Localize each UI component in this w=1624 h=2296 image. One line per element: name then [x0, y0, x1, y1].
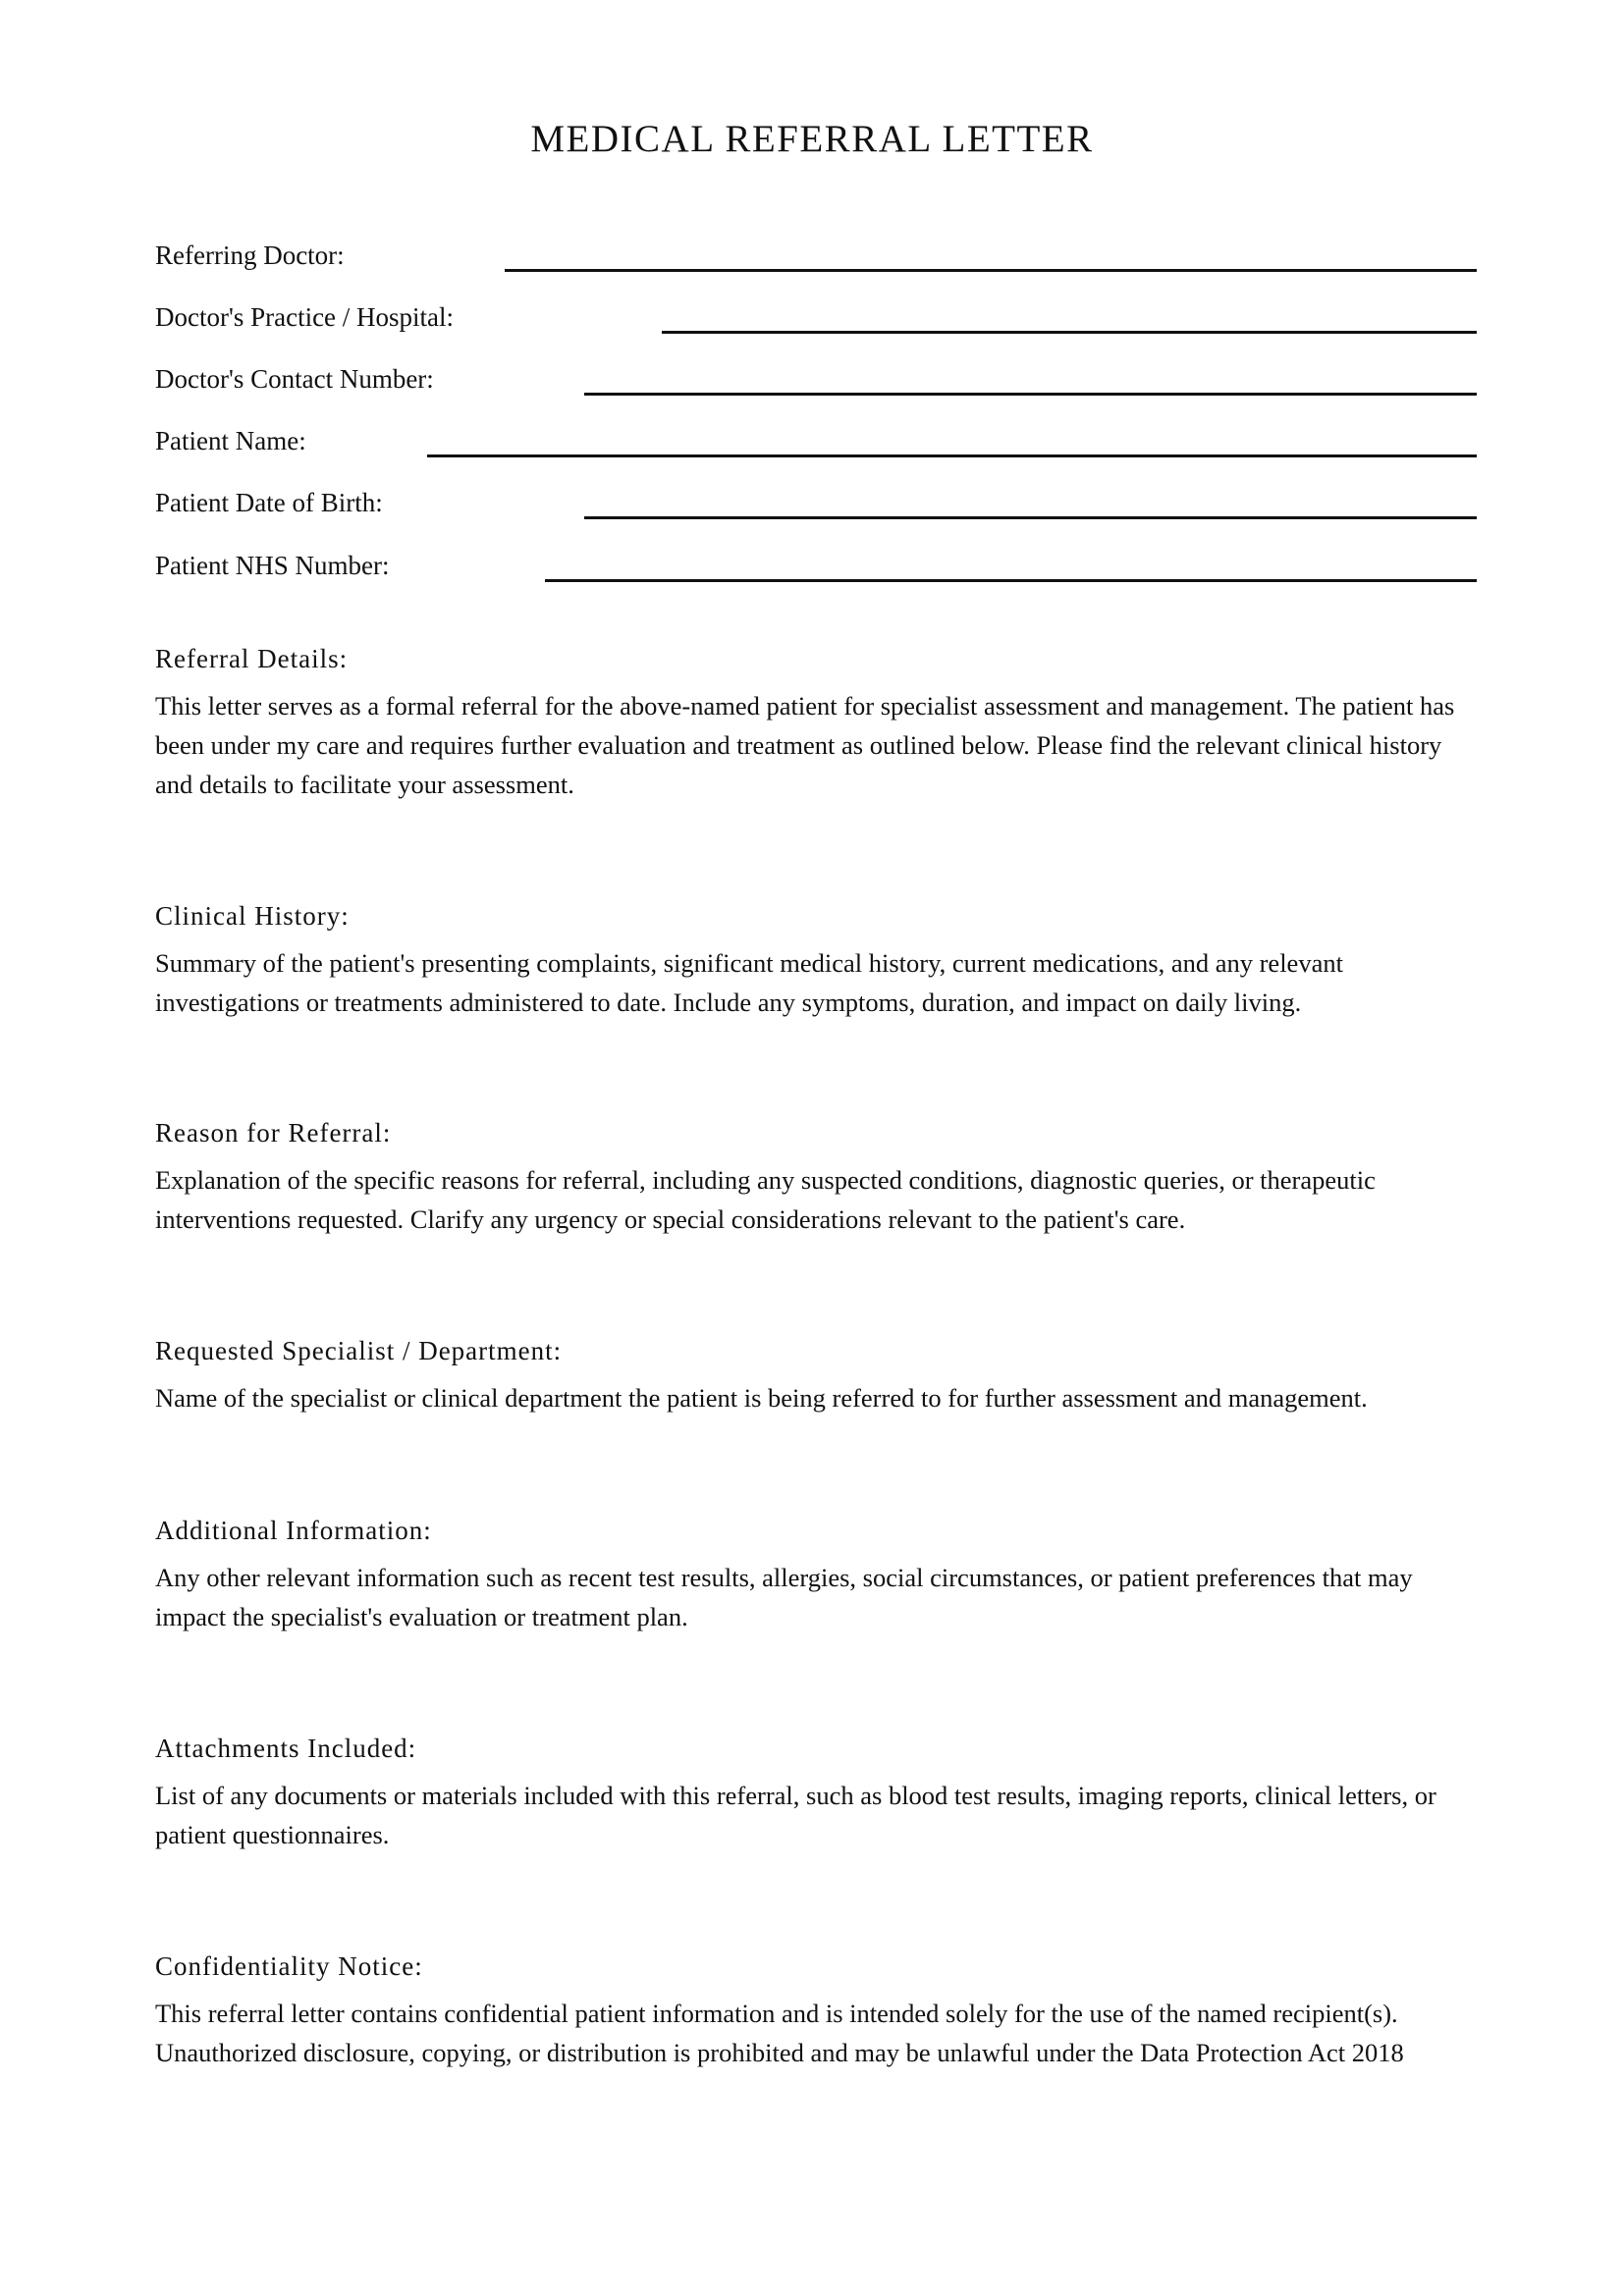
section-heading: Additional Information:: [155, 1516, 432, 1545]
section-confidentiality-notice: [155, 1947, 1481, 2072]
fill-in-line[interactable]: [662, 331, 1477, 334]
section-requested-specialist: [155, 1331, 1481, 1417]
field-patient-name: [155, 421, 1477, 468]
section-body: Summary of the patient's presenting complaints, significant medical history, current medications, and any relevant investigations or treatments administered to date. Include any symptoms, duration, and impact on daily living.: [155, 948, 1343, 1017]
section-referral-details: [155, 639, 1481, 804]
field-practice-hospital: [155, 297, 1477, 345]
fill-in-line[interactable]: [505, 269, 1477, 272]
fill-in-line[interactable]: [584, 393, 1477, 396]
section-body: This referral letter contains confidential patient information and is intended solely for the use of the named recipient(s). Unauthorized disclosure, copying, or distribution is prohibited and may be unlawful under the Data Protection Act 2018: [155, 1999, 1404, 2067]
section-attachments-included: [155, 1729, 1481, 1854]
field-patient-dob: [155, 483, 1477, 530]
field-referring-doctor: [155, 236, 1477, 283]
section-heading: Confidentiality Notice:: [155, 1951, 423, 1981]
field-label: Patient NHS Number:: [155, 551, 390, 580]
field-patient-nhs-number: [155, 546, 1477, 593]
field-label: Patient Name:: [155, 426, 306, 455]
fill-in-line[interactable]: [427, 454, 1477, 457]
section-heading: Clinical History:: [155, 901, 350, 931]
fill-in-line[interactable]: [545, 579, 1477, 582]
section-body: This letter serves as a formal referral for the above-named patient for specialist assessment and management. The patient has been under my care and requires further evaluation and treatment as outlined below. Please find the relevant clinical history and details to facilitate your assessment.: [155, 691, 1455, 799]
fill-in-line[interactable]: [584, 516, 1477, 519]
section-additional-information: [155, 1511, 1481, 1636]
field-contact-number: [155, 359, 1477, 406]
section-heading: Reason for Referral:: [155, 1118, 392, 1148]
section-heading: Attachments Included:: [155, 1734, 417, 1763]
field-label: Referring Doctor:: [155, 240, 345, 270]
field-label: Doctor's Contact Number:: [155, 364, 434, 394]
field-label: Doctor's Practice / Hospital:: [155, 302, 455, 332]
section-clinical-history: [155, 896, 1481, 1022]
section-heading: Referral Details:: [155, 644, 349, 673]
section-body: Name of the specialist or clinical department the patient is being referred to for further assessment and management.: [155, 1383, 1368, 1413]
section-body: Explanation of the specific reasons for referral, including any suspected conditions, diagnostic queries, or therapeutic interventions requested. Clarify any urgency or special considerations relevant to the patient's care.: [155, 1165, 1376, 1234]
section-heading: Requested Specialist / Department:: [155, 1336, 563, 1365]
section-reason-for-referral: [155, 1113, 1481, 1239]
document-title: MEDICAL REFERRAL LETTER: [530, 118, 1094, 160]
section-body: Any other relevant information such as recent test results, allergies, social circumstances, or patient preferences that may impact the specialist's evaluation or treatment plan.: [155, 1563, 1413, 1631]
section-body: List of any documents or materials included with this referral, such as blood test results, imaging reports, clinical letters, or patient questionnaires.: [155, 1781, 1436, 1849]
field-label: Patient Date of Birth:: [155, 488, 383, 517]
